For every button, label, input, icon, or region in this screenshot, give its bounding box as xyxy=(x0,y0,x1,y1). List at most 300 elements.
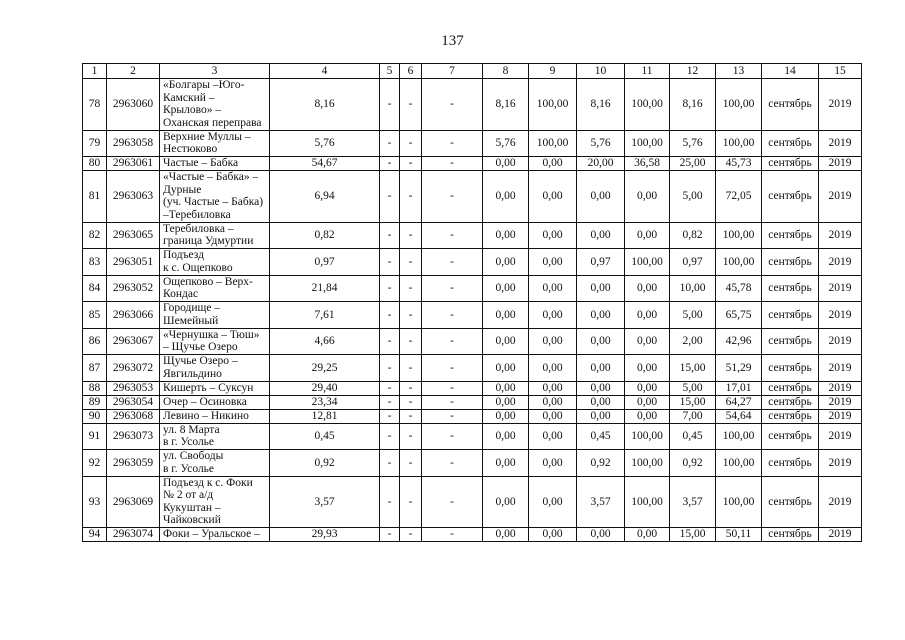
cell-col-13: 50,11 xyxy=(716,528,762,542)
roads-table xyxy=(82,63,862,542)
cell-col-12: 0,45 xyxy=(670,423,716,450)
cell-col-14: сентябрь xyxy=(762,450,819,477)
cell-col-14: сентябрь xyxy=(762,528,819,542)
cell-col-9: 0,00 xyxy=(529,222,577,249)
cell-col-15: 2019 xyxy=(819,157,862,171)
cell-col-6: - xyxy=(400,302,422,329)
road-name-line: Верхние Муллы – xyxy=(163,130,251,143)
cell-col-14: сентябрь xyxy=(762,409,819,423)
cell-col-1: 78 xyxy=(83,79,107,131)
road-name-line: Дурные xyxy=(163,183,202,196)
cell-col-8: 0,00 xyxy=(483,157,529,171)
cell-col-10: 0,00 xyxy=(577,355,625,382)
cell-col-8: 0,00 xyxy=(483,355,529,382)
cell-col-5: - xyxy=(380,171,400,223)
cell-col-3 xyxy=(160,249,270,276)
cell-col-10: 0,00 xyxy=(577,395,625,409)
cell-col-10: 0,00 xyxy=(577,275,625,302)
cell-col-9: 0,00 xyxy=(529,381,577,395)
cell-col-10: 0,45 xyxy=(577,423,625,450)
road-name-line: Оханская переправа xyxy=(163,116,262,129)
cell-col-15: 2019 xyxy=(819,423,862,450)
cell-col-1: 82 xyxy=(83,222,107,249)
cell-col-10: 0,00 xyxy=(577,222,625,249)
cell-col-6: - xyxy=(400,409,422,423)
cell-col-13: 100,00 xyxy=(716,130,762,157)
cell-col-7: - xyxy=(422,423,483,450)
cell-col-11: 0,00 xyxy=(625,528,670,542)
cell-col-4: 8,16 xyxy=(270,79,380,131)
cell-col-7: - xyxy=(422,381,483,395)
cell-col-5: - xyxy=(380,328,400,355)
road-name-line: Очер – Осиновка xyxy=(163,395,247,408)
cell-col-7: - xyxy=(422,222,483,249)
cell-col-15: 2019 xyxy=(819,302,862,329)
cell-col-5: - xyxy=(380,222,400,249)
cell-col-7: - xyxy=(422,275,483,302)
cell-col-6: - xyxy=(400,79,422,131)
cell-col-2: 2963068 xyxy=(107,409,160,423)
cell-col-3 xyxy=(160,79,270,131)
cell-col-3 xyxy=(160,355,270,382)
cell-col-4: 21,84 xyxy=(270,275,380,302)
cell-col-14: сентябрь xyxy=(762,130,819,157)
cell-col-8: 0,00 xyxy=(483,222,529,249)
cell-col-11: 100,00 xyxy=(625,423,670,450)
cell-col-3 xyxy=(160,450,270,477)
cell-col-5: - xyxy=(380,528,400,542)
cell-col-14: сентябрь xyxy=(762,395,819,409)
table-row xyxy=(83,79,862,131)
cell-col-14: сентябрь xyxy=(762,381,819,395)
cell-col-8: 0,00 xyxy=(483,302,529,329)
cell-col-13: 100,00 xyxy=(716,249,762,276)
road-name-line: Крылово» – xyxy=(163,104,222,117)
cell-col-15: 2019 xyxy=(819,409,862,423)
cell-col-13: 72,05 xyxy=(716,171,762,223)
column-header: 6 xyxy=(400,64,422,79)
cell-col-11: 0,00 xyxy=(625,328,670,355)
cell-col-6: - xyxy=(400,528,422,542)
cell-col-11: 100,00 xyxy=(625,476,670,528)
cell-col-8: 0,00 xyxy=(483,476,529,528)
column-header: 2 xyxy=(107,64,160,79)
cell-col-1: 79 xyxy=(83,130,107,157)
cell-col-3 xyxy=(160,157,270,171)
road-name-line: ул. 8 Марта xyxy=(163,423,220,436)
cell-col-12: 15,00 xyxy=(670,355,716,382)
cell-col-15: 2019 xyxy=(819,381,862,395)
cell-col-2: 2963061 xyxy=(107,157,160,171)
cell-col-7: - xyxy=(422,130,483,157)
cell-col-15: 2019 xyxy=(819,450,862,477)
cell-col-7: - xyxy=(422,302,483,329)
cell-col-5: - xyxy=(380,130,400,157)
cell-col-5: - xyxy=(380,450,400,477)
table-row xyxy=(83,222,862,249)
cell-col-10: 0,00 xyxy=(577,171,625,223)
column-header: 1 xyxy=(83,64,107,79)
road-name-line: в г. Усолье xyxy=(163,436,215,449)
column-header: 11 xyxy=(625,64,670,79)
road-name-line: Ощепково – Верх- xyxy=(163,275,253,288)
table-row xyxy=(83,423,862,450)
cell-col-15: 2019 xyxy=(819,355,862,382)
cell-col-13: 42,96 xyxy=(716,328,762,355)
cell-col-3 xyxy=(160,275,270,302)
cell-col-2: 2963051 xyxy=(107,249,160,276)
cell-col-13: 45,73 xyxy=(716,157,762,171)
cell-col-12: 5,00 xyxy=(670,381,716,395)
cell-col-7: - xyxy=(422,450,483,477)
road-name-line: Левино – Никино xyxy=(163,409,249,422)
road-name-line: (уч. Частые – Бабка) xyxy=(163,196,264,209)
cell-col-6: - xyxy=(400,328,422,355)
cell-col-10: 0,00 xyxy=(577,528,625,542)
cell-col-2: 2963058 xyxy=(107,130,160,157)
road-name-line: граница Удмуртии xyxy=(163,235,254,248)
cell-col-6: - xyxy=(400,450,422,477)
cell-col-15: 2019 xyxy=(819,476,862,528)
cell-col-13: 100,00 xyxy=(716,222,762,249)
cell-col-2: 2963063 xyxy=(107,171,160,223)
cell-col-15: 2019 xyxy=(819,275,862,302)
cell-col-13: 51,29 xyxy=(716,355,762,382)
cell-col-8: 0,00 xyxy=(483,395,529,409)
cell-col-5: - xyxy=(380,275,400,302)
cell-col-5: - xyxy=(380,157,400,171)
road-name-line: Кондас xyxy=(163,288,199,301)
cell-col-14: сентябрь xyxy=(762,476,819,528)
cell-col-9: 0,00 xyxy=(529,423,577,450)
cell-col-1: 89 xyxy=(83,395,107,409)
road-name-line: Кишерть – Суксун xyxy=(163,381,254,394)
cell-col-6: - xyxy=(400,130,422,157)
table-row xyxy=(83,275,862,302)
cell-col-10: 3,57 xyxy=(577,476,625,528)
cell-col-5: - xyxy=(380,355,400,382)
table-row xyxy=(83,328,862,355)
cell-col-3 xyxy=(160,302,270,329)
cell-col-8: 0,00 xyxy=(483,381,529,395)
cell-col-2: 2963073 xyxy=(107,423,160,450)
road-name-line: Шемейный xyxy=(163,314,219,327)
cell-col-9: 0,00 xyxy=(529,249,577,276)
cell-col-12: 2,00 xyxy=(670,328,716,355)
cell-col-9: 0,00 xyxy=(529,395,577,409)
cell-col-15: 2019 xyxy=(819,222,862,249)
cell-col-14: сентябрь xyxy=(762,275,819,302)
cell-col-11: 100,00 xyxy=(625,249,670,276)
cell-col-14: сентябрь xyxy=(762,79,819,131)
cell-col-8: 0,00 xyxy=(483,528,529,542)
cell-col-6: - xyxy=(400,249,422,276)
road-name-line: Чайковский xyxy=(163,514,221,527)
cell-col-4: 0,97 xyxy=(270,249,380,276)
cell-col-6: - xyxy=(400,476,422,528)
cell-col-8: 0,00 xyxy=(483,409,529,423)
table-row xyxy=(83,157,862,171)
cell-col-8: 0,00 xyxy=(483,328,529,355)
table-row xyxy=(83,249,862,276)
cell-col-11: 0,00 xyxy=(625,302,670,329)
cell-col-15: 2019 xyxy=(819,249,862,276)
road-name-line: Явгильдино xyxy=(163,367,222,380)
cell-col-6: - xyxy=(400,157,422,171)
cell-col-7: - xyxy=(422,528,483,542)
cell-col-9: 0,00 xyxy=(529,409,577,423)
cell-col-7: - xyxy=(422,79,483,131)
cell-col-12: 15,00 xyxy=(670,528,716,542)
cell-col-2: 2963060 xyxy=(107,79,160,131)
cell-col-15: 2019 xyxy=(819,171,862,223)
cell-col-6: - xyxy=(400,171,422,223)
cell-col-7: - xyxy=(422,395,483,409)
cell-col-13: 54,64 xyxy=(716,409,762,423)
cell-col-11: 36,58 xyxy=(625,157,670,171)
cell-col-11: 100,00 xyxy=(625,450,670,477)
cell-col-10: 5,76 xyxy=(577,130,625,157)
cell-col-5: - xyxy=(380,381,400,395)
cell-col-8: 0,00 xyxy=(483,171,529,223)
cell-col-7: - xyxy=(422,355,483,382)
table-row xyxy=(83,355,862,382)
table-row xyxy=(83,450,862,477)
road-name-line: № 2 от а/д xyxy=(163,489,214,502)
cell-col-3 xyxy=(160,409,270,423)
cell-col-9: 0,00 xyxy=(529,355,577,382)
cell-col-3 xyxy=(160,528,270,542)
road-name-line: –Теребиловка xyxy=(163,208,231,221)
cell-col-6: - xyxy=(400,423,422,450)
column-header: 15 xyxy=(819,64,862,79)
cell-col-9: 100,00 xyxy=(529,130,577,157)
cell-col-3 xyxy=(160,171,270,223)
cell-col-15: 2019 xyxy=(819,79,862,131)
cell-col-15: 2019 xyxy=(819,328,862,355)
cell-col-13: 100,00 xyxy=(716,450,762,477)
cell-col-11: 0,00 xyxy=(625,381,670,395)
cell-col-14: сентябрь xyxy=(762,328,819,355)
cell-col-14: сентябрь xyxy=(762,171,819,223)
cell-col-2: 2963054 xyxy=(107,395,160,409)
cell-col-11: 100,00 xyxy=(625,79,670,131)
cell-col-4: 0,45 xyxy=(270,423,380,450)
road-name-line: Частые – Бабка xyxy=(163,157,239,170)
cell-col-6: - xyxy=(400,355,422,382)
table-row xyxy=(83,528,862,542)
cell-col-10: 0,00 xyxy=(577,328,625,355)
cell-col-3 xyxy=(160,222,270,249)
cell-col-2: 2963067 xyxy=(107,328,160,355)
cell-col-2: 2963052 xyxy=(107,275,160,302)
cell-col-3 xyxy=(160,423,270,450)
cell-col-4: 6,94 xyxy=(270,171,380,223)
cell-col-1: 91 xyxy=(83,423,107,450)
table-row xyxy=(83,302,862,329)
road-name-line: Щучье Озеро – xyxy=(163,355,238,368)
cell-col-5: - xyxy=(380,302,400,329)
cell-col-4: 0,82 xyxy=(270,222,380,249)
table-row xyxy=(83,395,862,409)
cell-col-8: 0,00 xyxy=(483,249,529,276)
cell-col-12: 0,92 xyxy=(670,450,716,477)
cell-col-5: - xyxy=(380,409,400,423)
cell-col-9: 0,00 xyxy=(529,328,577,355)
cell-col-4: 29,93 xyxy=(270,528,380,542)
road-name-line: к с. Ощепково xyxy=(163,261,233,274)
cell-col-2: 2963059 xyxy=(107,450,160,477)
cell-col-3 xyxy=(160,395,270,409)
cell-col-13: 100,00 xyxy=(716,476,762,528)
table-row xyxy=(83,381,862,395)
cell-col-11: 0,00 xyxy=(625,355,670,382)
cell-col-1: 90 xyxy=(83,409,107,423)
cell-col-2: 2963065 xyxy=(107,222,160,249)
cell-col-13: 45,78 xyxy=(716,275,762,302)
road-name-line: – Щучье Озеро xyxy=(163,341,238,354)
cell-col-1: 85 xyxy=(83,302,107,329)
table-row xyxy=(83,409,862,423)
cell-col-1: 80 xyxy=(83,157,107,171)
cell-col-13: 100,00 xyxy=(716,79,762,131)
cell-col-3 xyxy=(160,476,270,528)
cell-col-1: 87 xyxy=(83,355,107,382)
cell-col-4: 0,92 xyxy=(270,450,380,477)
cell-col-12: 15,00 xyxy=(670,395,716,409)
cell-col-3 xyxy=(160,130,270,157)
cell-col-10: 8,16 xyxy=(577,79,625,131)
cell-col-2: 2963053 xyxy=(107,381,160,395)
cell-col-9: 0,00 xyxy=(529,450,577,477)
cell-col-5: - xyxy=(380,249,400,276)
road-name-line: в г. Усолье xyxy=(163,462,215,475)
cell-col-7: - xyxy=(422,476,483,528)
cell-col-12: 5,00 xyxy=(670,302,716,329)
cell-col-15: 2019 xyxy=(819,528,862,542)
cell-col-4: 12,81 xyxy=(270,409,380,423)
table-row xyxy=(83,476,862,528)
cell-col-4: 3,57 xyxy=(270,476,380,528)
cell-col-4: 5,76 xyxy=(270,130,380,157)
cell-col-1: 83 xyxy=(83,249,107,276)
cell-col-7: - xyxy=(422,249,483,276)
cell-col-12: 5,00 xyxy=(670,171,716,223)
road-name-line: «Болгары –Юго- xyxy=(163,79,245,92)
cell-col-14: сентябрь xyxy=(762,222,819,249)
cell-col-12: 0,82 xyxy=(670,222,716,249)
cell-col-6: - xyxy=(400,275,422,302)
road-name-line: Фоки – Уральское – xyxy=(163,528,260,541)
cell-col-4: 29,40 xyxy=(270,381,380,395)
cell-col-14: сентябрь xyxy=(762,355,819,382)
table-body xyxy=(83,79,862,542)
cell-col-10: 0,97 xyxy=(577,249,625,276)
cell-col-15: 2019 xyxy=(819,395,862,409)
cell-col-5: - xyxy=(380,423,400,450)
table-row xyxy=(83,171,862,223)
cell-col-13: 64,27 xyxy=(716,395,762,409)
cell-col-7: - xyxy=(422,171,483,223)
cell-col-1: 81 xyxy=(83,171,107,223)
column-header: 4 xyxy=(270,64,380,79)
cell-col-7: - xyxy=(422,157,483,171)
cell-col-5: - xyxy=(380,395,400,409)
road-name-line: Подъезд xyxy=(163,249,204,262)
cell-col-9: 0,00 xyxy=(529,476,577,528)
cell-col-11: 0,00 xyxy=(625,395,670,409)
road-name-line: Нестюково xyxy=(163,143,218,156)
cell-col-3 xyxy=(160,328,270,355)
road-name-line: Теребиловка – xyxy=(163,222,234,235)
cell-col-4: 4,66 xyxy=(270,328,380,355)
cell-col-11: 0,00 xyxy=(625,171,670,223)
road-name-line: «Чернушка – Тюш» xyxy=(163,328,260,341)
cell-col-12: 8,16 xyxy=(670,79,716,131)
cell-col-4: 54,67 xyxy=(270,157,380,171)
cell-col-13: 65,75 xyxy=(716,302,762,329)
cell-col-7: - xyxy=(422,328,483,355)
cell-col-10: 0,00 xyxy=(577,302,625,329)
cell-col-8: 5,76 xyxy=(483,130,529,157)
cell-col-9: 0,00 xyxy=(529,157,577,171)
road-name-line: Кукуштан – xyxy=(163,501,221,514)
cell-col-8: 0,00 xyxy=(483,275,529,302)
cell-col-10: 0,00 xyxy=(577,409,625,423)
cell-col-9: 0,00 xyxy=(529,302,577,329)
cell-col-1: 88 xyxy=(83,381,107,395)
cell-col-4: 29,25 xyxy=(270,355,380,382)
cell-col-12: 3,57 xyxy=(670,476,716,528)
cell-col-8: 0,00 xyxy=(483,423,529,450)
road-name-line: Камский – xyxy=(163,91,215,104)
column-header: 5 xyxy=(380,64,400,79)
cell-col-14: сентябрь xyxy=(762,157,819,171)
cell-col-6: - xyxy=(400,395,422,409)
cell-col-5: - xyxy=(380,79,400,131)
cell-col-9: 0,00 xyxy=(529,528,577,542)
column-header: 9 xyxy=(529,64,577,79)
cell-col-9: 100,00 xyxy=(529,79,577,131)
cell-col-6: - xyxy=(400,222,422,249)
cell-col-10: 20,00 xyxy=(577,157,625,171)
cell-col-12: 5,76 xyxy=(670,130,716,157)
cell-col-1: 84 xyxy=(83,275,107,302)
column-header: 3 xyxy=(160,64,270,79)
cell-col-1: 93 xyxy=(83,476,107,528)
cell-col-2: 2963072 xyxy=(107,355,160,382)
cell-col-9: 0,00 xyxy=(529,171,577,223)
cell-col-2: 2963069 xyxy=(107,476,160,528)
column-header: 13 xyxy=(716,64,762,79)
cell-col-12: 7,00 xyxy=(670,409,716,423)
cell-col-4: 7,61 xyxy=(270,302,380,329)
cell-col-13: 100,00 xyxy=(716,423,762,450)
column-header: 7 xyxy=(422,64,483,79)
cell-col-15: 2019 xyxy=(819,130,862,157)
cell-col-1: 86 xyxy=(83,328,107,355)
cell-col-3 xyxy=(160,381,270,395)
header-row xyxy=(83,64,862,79)
cell-col-1: 94 xyxy=(83,528,107,542)
table-row xyxy=(83,130,862,157)
cell-col-7: - xyxy=(422,409,483,423)
cell-col-14: сентябрь xyxy=(762,302,819,329)
cell-col-10: 0,00 xyxy=(577,381,625,395)
road-name-line: Подъезд к с. Фоки xyxy=(163,476,253,489)
cell-col-11: 0,00 xyxy=(625,275,670,302)
cell-col-12: 25,00 xyxy=(670,157,716,171)
